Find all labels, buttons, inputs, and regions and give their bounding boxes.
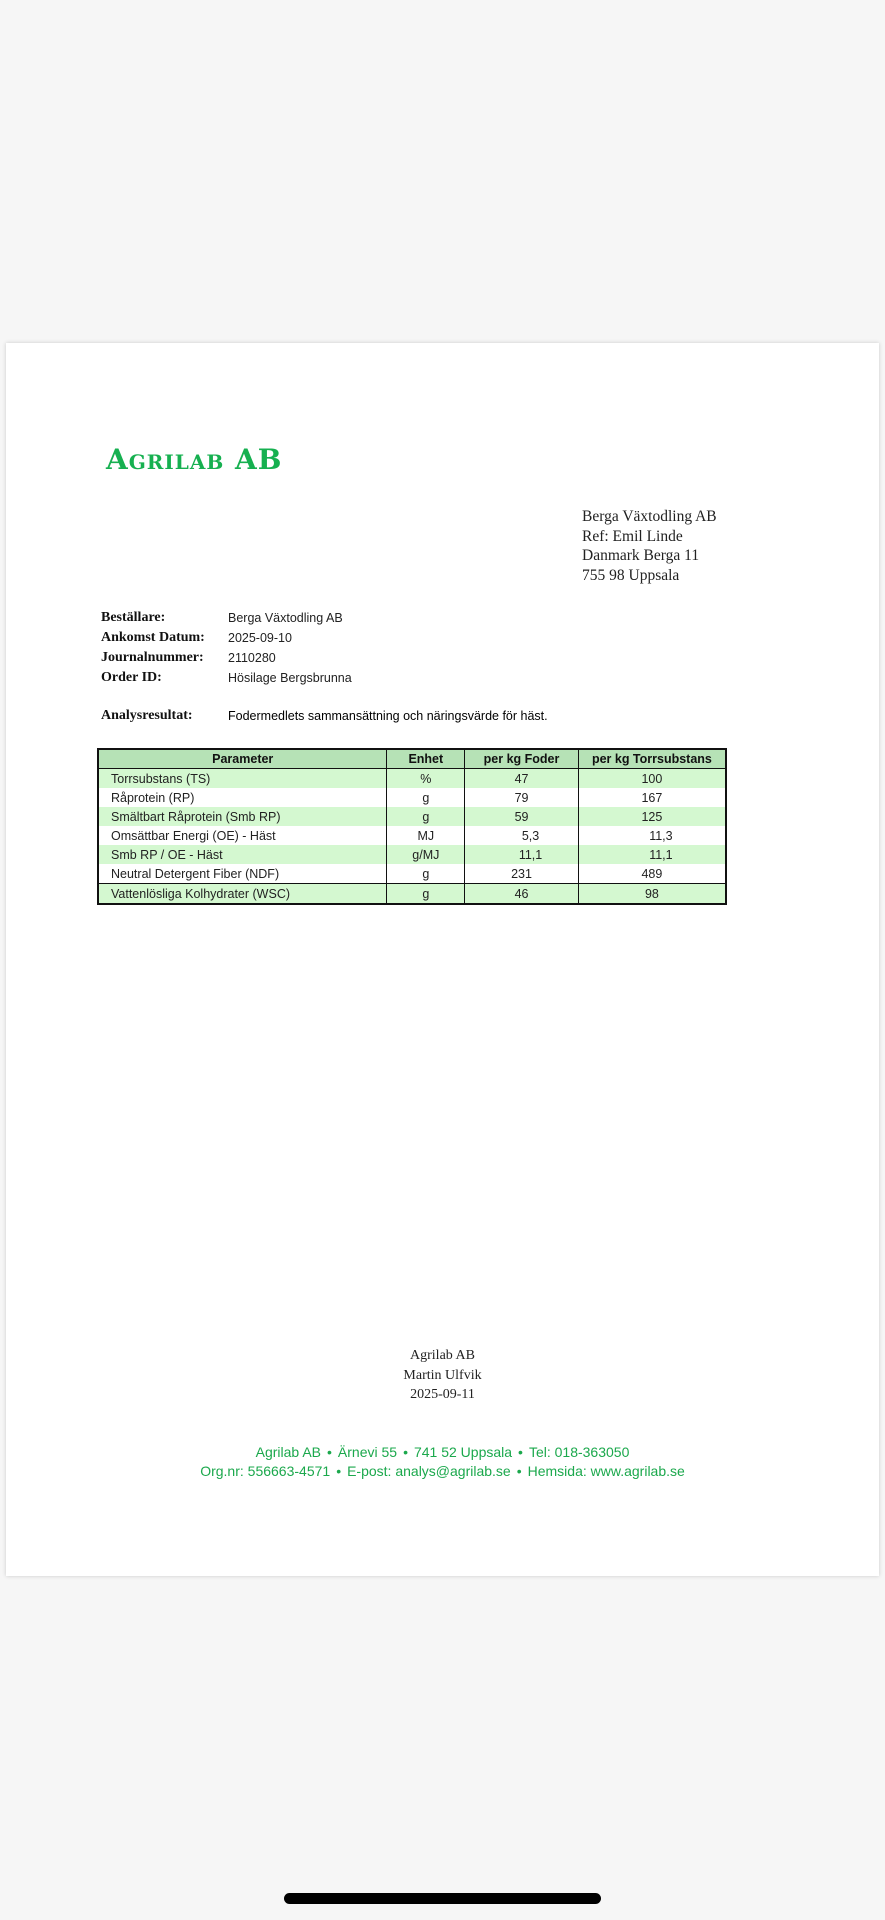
table-row — [98, 884, 726, 905]
cell-unit: g/MJ — [387, 845, 465, 864]
footer-line-1 — [6, 1443, 879, 1462]
cell-unit: MJ — [387, 826, 465, 845]
recipient-address — [582, 507, 717, 585]
order-meta — [101, 608, 352, 688]
meta-label: Order ID: — [101, 670, 162, 685]
footer-line-2 — [6, 1462, 879, 1481]
agrilab-logo: Agrilab AB — [106, 443, 283, 476]
cell-parameter: Neutral Detergent Fiber (NDF) — [98, 864, 387, 884]
cell-unit: g — [387, 864, 465, 884]
signature-name: Martin Ulfvik — [403, 1367, 482, 1383]
bullet-separator: • — [403, 1444, 408, 1460]
footer-email: E-post: analys@agrilab.se — [347, 1463, 511, 1479]
cell-parameter: Vattenlösliga Kolhydrater (WSC) — [98, 884, 387, 905]
meta-value: 2025-09-10 — [228, 631, 292, 645]
bullet-separator: • — [327, 1444, 332, 1460]
cell-per-kg-feed: 231 — [465, 864, 579, 884]
document-page — [6, 343, 879, 1576]
cell-per-kg-ts: 489 — [578, 864, 726, 884]
meta-label: Beställare: — [101, 610, 166, 625]
cell-value: 11,1 — [518, 847, 543, 862]
table-header-row — [98, 749, 726, 769]
table-row — [98, 826, 726, 845]
cell-parameter: Omsättbar Energi (OE) - Häst — [98, 826, 387, 845]
cell-parameter: Torrsubstans (TS) — [98, 769, 387, 789]
address-line: Ref: Emil Linde — [582, 527, 683, 545]
signature-date: 2025-09-11 — [410, 1387, 475, 1402]
meta-row-order-id — [101, 668, 352, 688]
cell-value: 11,1 — [649, 847, 673, 862]
footer-postal: 741 52 Uppsala — [413, 1444, 513, 1460]
meta-row-customer — [101, 608, 352, 628]
header-per-kg-ts: per kg Torrsubstans — [578, 749, 726, 769]
cell-value: 11,3 — [649, 828, 673, 843]
cell-per-kg-feed: 47 — [465, 769, 579, 789]
cell-value: 5,3 — [521, 828, 540, 843]
meta-value: Hösilage Bergsbrunna — [228, 671, 352, 685]
analysis-label: Analysresultat: — [101, 708, 193, 723]
cell-unit: g — [387, 788, 465, 807]
signature-block — [6, 1346, 879, 1405]
footer-website: Hemsida: www.agrilab.se — [527, 1463, 685, 1479]
cell-parameter: Råprotein (RP) — [98, 788, 387, 807]
bullet-separator: • — [516, 1463, 522, 1479]
table-row — [98, 788, 726, 807]
meta-value: Berga Växtodling AB — [228, 611, 343, 625]
cell-per-kg-feed: 59 — [465, 807, 579, 826]
cell-per-kg-feed — [465, 826, 579, 845]
header-parameter: Parameter — [98, 749, 387, 769]
cell-unit: g — [387, 807, 465, 826]
footer-phone: Tel: 018-363050 — [528, 1444, 630, 1460]
meta-value: 2110280 — [228, 651, 276, 665]
footer-org-number: Org.nr: 556663-4571 — [200, 1463, 331, 1479]
header-unit: Enhet — [387, 749, 465, 769]
footer-street: Ärnevi 55 — [337, 1444, 398, 1460]
address-line: Berga Växtodling AB — [582, 508, 717, 525]
table-row — [98, 864, 726, 884]
cell-per-kg-ts: 167 — [578, 788, 726, 807]
signature-company: Agrilab AB — [410, 1348, 475, 1363]
results-table — [97, 748, 727, 905]
bullet-separator: • — [518, 1444, 523, 1460]
home-indicator[interactable] — [284, 1893, 601, 1904]
cell-parameter: Smb RP / OE - Häst — [98, 845, 387, 864]
address-line: Danmark Berga 11 — [582, 547, 700, 564]
table-row — [98, 769, 726, 789]
cell-per-kg-ts — [578, 845, 726, 864]
header-per-kg-feed: per kg Foder — [465, 749, 579, 769]
table-row — [98, 845, 726, 864]
cell-parameter: Smältbart Råprotein (Smb RP) — [98, 807, 387, 826]
meta-row-arrival-date — [101, 628, 352, 648]
footer-company: Agrilab AB — [255, 1444, 321, 1460]
cell-per-kg-feed: 79 — [465, 788, 579, 807]
analysis-heading — [101, 708, 548, 724]
meta-label: Ankomst Datum: — [101, 630, 205, 645]
cell-per-kg-feed — [465, 845, 579, 864]
address-line: 755 98 Uppsala — [582, 566, 680, 584]
company-footer — [6, 1443, 879, 1481]
table-row — [98, 807, 726, 826]
cell-unit: % — [387, 769, 465, 789]
cell-per-kg-ts: 100 — [578, 769, 726, 789]
analysis-description: Fodermedlets sammansättning och näringsvärde för häst. — [228, 709, 548, 723]
cell-per-kg-ts — [578, 826, 726, 845]
bullet-separator: • — [336, 1463, 342, 1479]
meta-label: Journalnummer: — [101, 650, 204, 665]
cell-per-kg-ts: 125 — [578, 807, 726, 826]
cell-per-kg-feed: 46 — [465, 884, 579, 905]
cell-unit: g — [387, 884, 465, 905]
meta-row-journal-number — [101, 648, 352, 668]
cell-per-kg-ts: 98 — [578, 884, 726, 905]
